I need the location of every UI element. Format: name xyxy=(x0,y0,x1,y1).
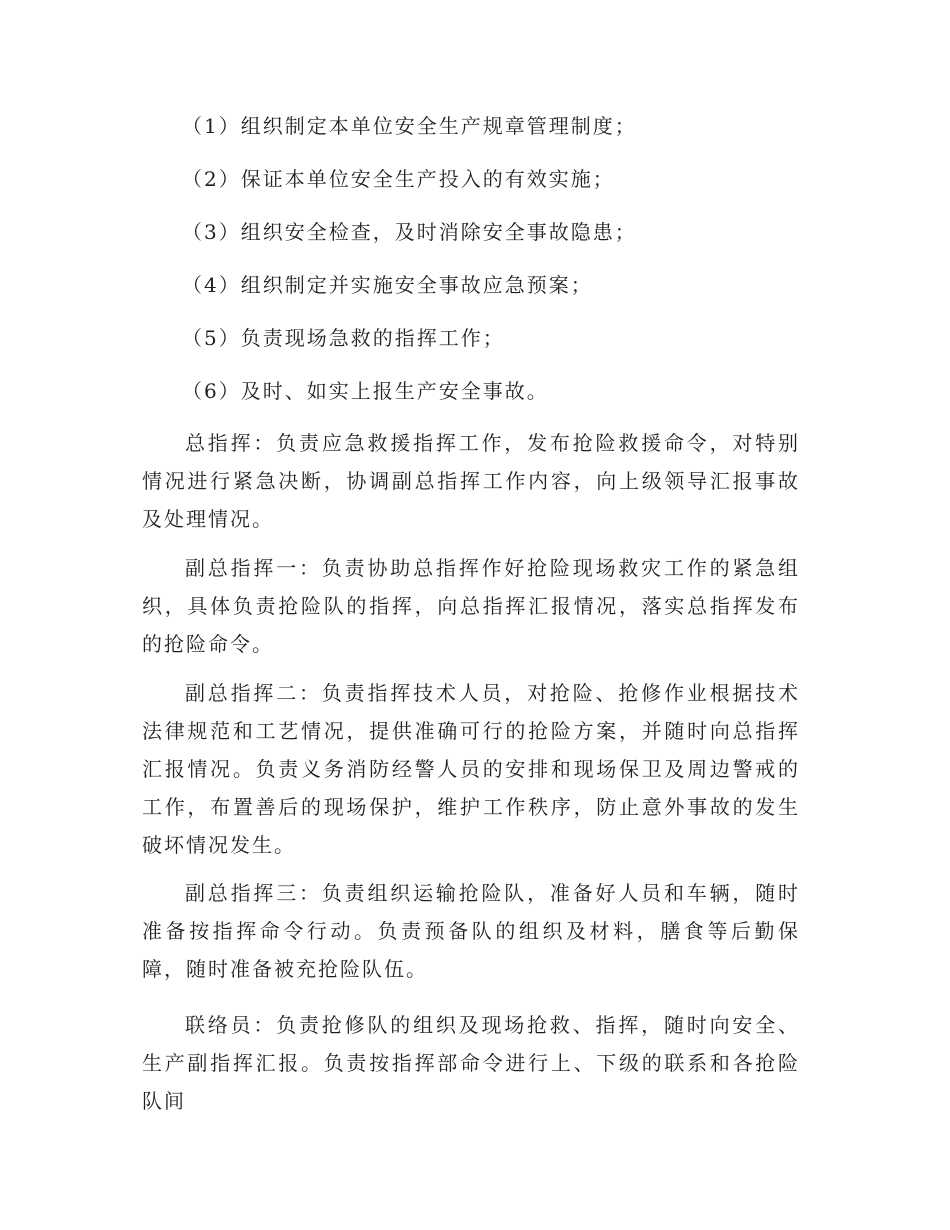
duty-item-2: （2）保证本单位安全生产投入的有效实施； xyxy=(182,167,615,191)
duty-item-6: （6）及时、如实上报生产安全事故。 xyxy=(182,379,549,403)
paragraph-deputy-two: 副总指挥二：负责指挥技术人员，对抢险、抢修作业根据技术法律规范和工艺情况，提供准确可行的抢险方案，并随时向总指挥汇报情况。负责义务消防经警人员的安排和现场保卫及周边警戒的工作，布置善后的现场保护，维护工作秩序，防止意外事故的发生破坏情况发生。 xyxy=(142,681,800,857)
duty-item-4: （4）组织制定并实施安全事故应急预案； xyxy=(182,273,593,297)
paragraph-commander: 总指挥：负责应急救援指挥工作，发布抢险救援命令，对特别情况进行紧急决断，协调副总指挥工作内容，向上级领导汇报事故及处理情况。 xyxy=(142,431,800,531)
duty-item-5: （5）负责现场急救的指挥工作； xyxy=(182,326,505,350)
paragraph-deputy-three: 副总指挥三：负责组织运输抢险队，准备好人员和车辆，随时准备按指挥命令行动。负责预备队的组织及材料，膳食等后勤保障，随时准备被充抢险队伍。 xyxy=(142,881,800,981)
duty-item-1: （1）组织制定本单位安全生产规章管理制度； xyxy=(182,114,637,138)
paragraph-liaison: 联络员：负责抢修队的组织及现场抢救、指挥，随时向安全、生产副指挥汇报。负责按指挥部命令进行上、下级的联系和各抢险队间 xyxy=(142,1013,800,1113)
paragraph-deputy-one: 副总指挥一：负责协助总指挥作好抢险现场救灾工作的紧急组织，具体负责抢险队的指挥，向总指挥汇报情况，落实总指挥发布的抢险命令。 xyxy=(142,556,800,656)
duty-item-3: （3）组织安全检查，及时消除安全事故隐患； xyxy=(182,220,637,244)
